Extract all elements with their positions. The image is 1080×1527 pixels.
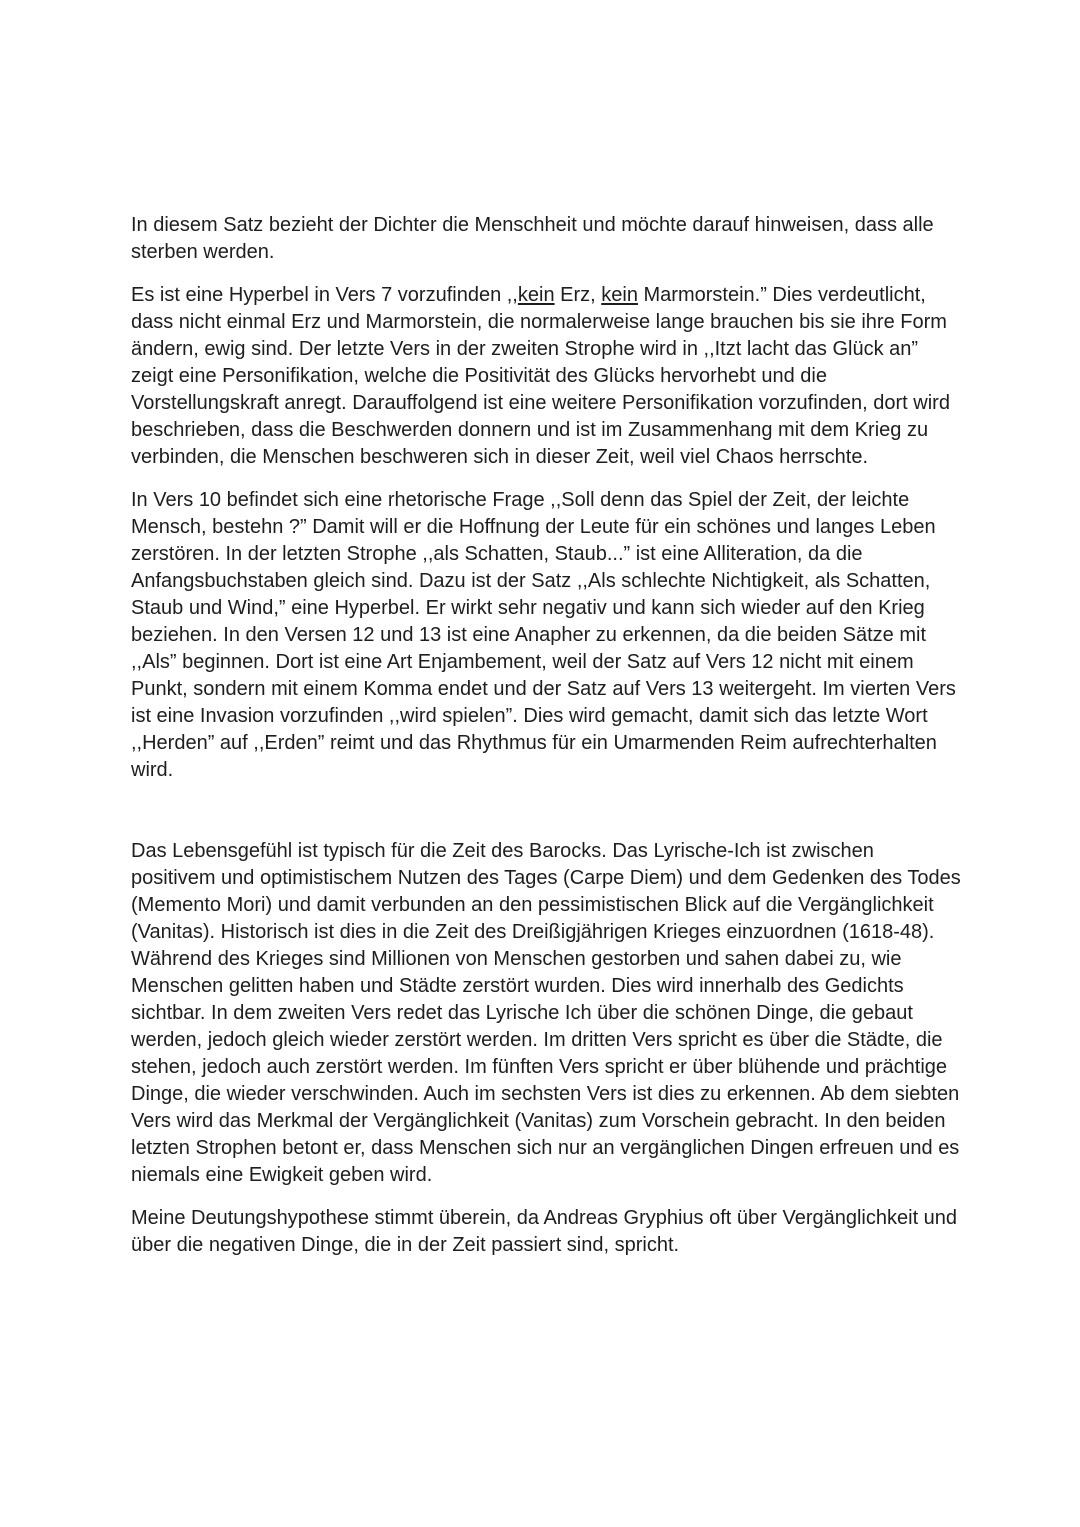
underlined-word: kein [517,284,555,306]
paragraph-text: Marmorstein.” Dies verdeutlicht, dass nicht einmal Erz und Marmorstein, die normalerweise lange brauchen bis sie ihre Form ändern, ewig sind. Der letzte Vers in der zweiten Strophe wird in ,,Itzt lacht das Glück an” zeigt eine Personifikation, welche die Positivität des Glücks hervorhebt und die Vorstellungskraft anregt. Darauffolgend ist eine weitere Personifikation vorzufinden, dort wird beschrieben, dass die Beschwerden donnern und ist im Zusammenhang mit dem Krieg zu verbinden, die Menschen beschweren sich in dieser Zeit, weil viel Chaos herrschte. [131,284,950,468]
paragraph-deutungshypothese: Meine Deutungshypothese stimmt überein, da Andreas Gryphius oft über Vergänglichkeit und über die negativen Dinge, die in der Zeit passiert sind, spricht. [131,1207,958,1256]
paragraph-intro: In diesem Satz bezieht der Dichter die Menschheit und möchte darauf hinweisen, dass alle sterben werden. [131,214,934,263]
paragraph-text: Erz, [554,284,602,306]
paragraph-lebensgefuehl: Das Lebensgefühl ist typisch für die Zeit des Barocks. Das Lyrische-Ich ist zwischen positivem und optimistischem Nutzen des Tages (Carpe Diem) und dem Gedenken des Todes (Memento Mori) und damit verbunden an den pessimistischen Blick auf die Vergänglichkeit (Vanitas). Historisch ist dies in die Zeit des Dreißigjährigen Krieges einzuordnen (1618-48). Während des Krieges sind Millionen von Menschen gestorben und sahen dabei zu, wie Menschen gelitten haben und Städte zerstört wurden. Dies wird innerhalb des Gedichts sichtbar. In dem zweiten Vers redet das Lyrische Ich über die schönen Dinge, die gebaut werden, jedoch gleich wieder zerstört werden. Im dritten Vers spricht es über die Städte, die stehen, jedoch auch zerstört werden. Im fünften Vers spricht er über blühende und prächtige Dinge, die wieder verschwinden. Auch im sechsten Vers ist dies zu erkennen. Ab dem siebten Vers wird das Merkmal der Vergänglichkeit (Vanitas) zum Vorschein gebracht. In den beiden letzten Strophen betont er, dass Menschen sich nur an vergänglichen Dingen erfreuen und es niemals eine Ewigkeit geben wird. [131,840,961,1186]
underlined-word: kein [601,284,638,306]
document-body [131,212,961,1259]
paragraph-rhetorische-frage: In Vers 10 befindet sich eine rhetorische Frage ,,Soll denn das Spiel der Zeit, der leichte Mensch, bestehn ?” Damit will er die Hoffnung der Leute für ein schönes und langes Leben zerstören. In der letzten Strophe ,,als Schatten, Staub...” ist eine Alliteration, da die Anfangsbuchstaben gleich sind. Dazu ist der Satz ,,Als schlechte Nichtigkeit, als Schatten, Staub und Wind,” eine Hyperbel. Er wirkt sehr negativ und kann sich wieder auf den Krieg beziehen. In den Versen 12 und 13 ist eine Anapher zu erkennen, da die beiden Sätze mit ,,Als” beginnen. Dort ist eine Art Enjambement, weil der Satz auf Vers 12 nicht mit einem Punkt, sondern mit einem Komma endet und der Satz auf Vers 13 weitergeht. Im vierten Vers ist eine Invasion vorzufinden ,,wird spielen”. Dies wird gemacht, damit sich das letzte Wort ,,Herden” auf ,,Erden” reimt und das Rhythmus für ein Umarmenden Reim aufrechterhalten wird. [131,489,956,781]
paragraph-hyperbel [131,282,961,471]
paragraph-text: Es ist eine Hyperbel in Vers 7 vorzufinden ,, [131,284,518,306]
